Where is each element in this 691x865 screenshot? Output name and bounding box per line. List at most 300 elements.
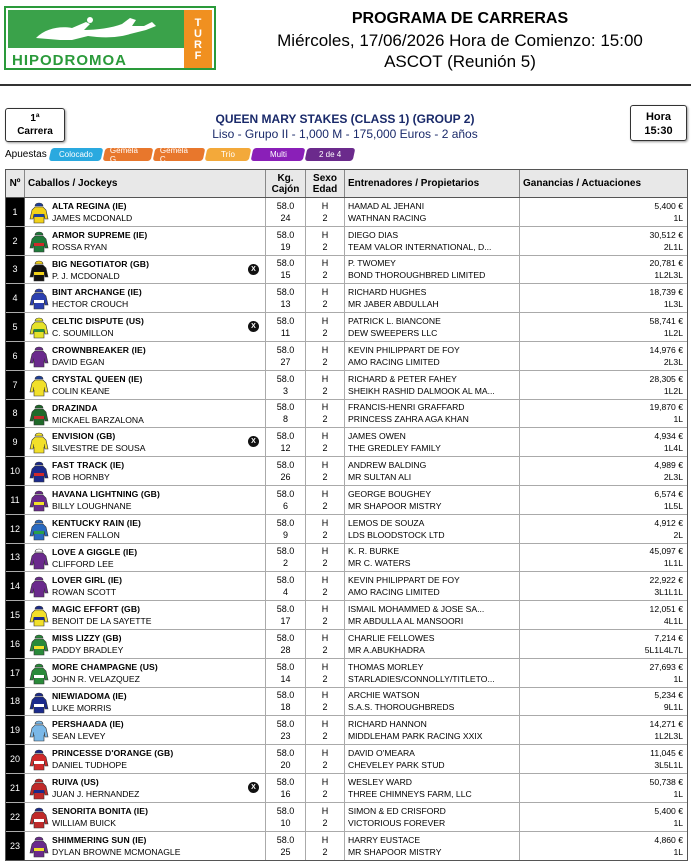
horse-name[interactable]: PRINCESSE D'ORANGE (GB) [52,748,174,759]
age: 2 [322,212,328,223]
weight-draw-cell [266,284,306,312]
earnings-form-cell [520,544,687,572]
weight: 58.0 [276,776,295,787]
bet-badge-label: Gemela G [109,145,138,163]
horse-jockey-cell [25,745,266,773]
form: 1L [673,817,683,828]
draw: 18 [280,702,291,713]
horse-name[interactable]: DRAZINDA [52,402,98,413]
horse-jockey-cell [25,688,266,716]
earnings: 45,097 € [649,546,683,557]
weight: 58.0 [276,316,295,327]
owner-name: S.A.S. THOROUGHBREDS [348,702,455,713]
draw: 3 [282,385,288,396]
runner-number: 8 [6,400,25,428]
weight-draw-cell [266,716,306,744]
owner-name: MR SULTAN ALI [348,472,412,483]
sex-age-cell [306,400,345,428]
age: 2 [322,414,328,425]
weight: 58.0 [276,834,295,845]
sex: H [321,661,329,672]
weight: 58.0 [276,287,295,298]
sex: H [321,258,329,269]
jockey-name: DANIEL TUDHOPE [52,760,127,771]
sex: H [321,546,329,557]
horse-name[interactable]: SHIMMERING SUN (IE) [52,834,147,845]
earnings: 4,989 € [654,460,683,471]
trainer-name: P. TWOMEY [348,258,396,269]
trainer-owner-cell [345,716,520,744]
runner-number: 1 [6,198,25,226]
draw: 27 [280,356,291,367]
draw: 28 [280,644,291,655]
draw: 16 [280,788,291,799]
earnings: 50,738 € [649,776,683,787]
weight-draw-cell [266,745,306,773]
sex-age-cell [306,457,345,485]
table-row[interactable] [6,342,687,371]
logo-wordmark: HIPODROMOA [12,52,127,69]
horse-jockey-cell [25,803,266,831]
owner-name: MR SHAPOOR MISTRY [348,500,442,511]
runner-number: 12 [6,515,25,543]
horse-name[interactable]: CRYSTAL QUEEN (IE) [52,373,143,384]
trainer-name: GEORGE BOUGHEY [348,488,432,499]
weight: 58.0 [276,546,295,557]
bet-badge-label: Colocado [58,149,93,159]
age: 2 [322,299,328,310]
runner-number: 11 [6,486,25,514]
table-row[interactable] [6,630,687,659]
earnings: 5,400 € [654,200,683,211]
jockey-name: SEAN LEVEY [52,731,106,742]
earnings: 14,271 € [649,719,683,730]
earnings: 6,574 € [654,488,683,499]
horse-name[interactable]: MAGIC EFFORT (GB) [52,604,141,615]
draw: 24 [280,212,291,223]
age: 2 [322,356,328,367]
table-row[interactable] [6,659,687,688]
col-horse-jockey: Caballos / Jockeys [25,170,266,197]
trainer-owner-cell [345,688,520,716]
form: 1L2L3L [654,731,683,742]
weight: 58.0 [276,200,295,211]
trainer-owner-cell [345,832,520,861]
runner-number: 20 [6,745,25,773]
draw: 25 [280,846,291,857]
horse-jockey-cell [25,256,266,284]
horse-jockey-cell [25,198,266,226]
col-number: Nº [6,170,25,197]
jockey-silk-icon [29,201,49,224]
form: 2L1L [663,241,683,252]
sex: H [321,287,329,298]
age: 2 [322,616,328,627]
program-date: Miércoles, 17/06/2026 Hora de Comienzo: 15:00 [277,31,643,50]
sex-age-cell [306,572,345,600]
trainer-name: WESLEY WARD [348,776,412,787]
earnings: 20,781 € [649,258,683,269]
table-row[interactable] [6,572,687,601]
runner-number: 2 [6,227,25,255]
horse-name[interactable]: HAVANA LIGHTNING (GB) [52,488,160,499]
jockey-silk-icon [29,547,49,570]
weight-draw-cell [266,832,306,861]
draw: 8 [282,414,288,425]
sex: H [321,575,329,586]
runners-table [5,169,688,861]
jockey-name: HECTOR CROUCH [52,299,129,310]
sex-age-cell [306,486,345,514]
earnings: 22,922 € [649,575,683,586]
table-row[interactable] [6,832,687,861]
form: 1L1L [663,558,683,569]
horse-name[interactable]: CROWNBREAKER (IE) [52,344,146,355]
form: 1L4L [663,443,683,454]
earnings: 14,976 € [649,344,683,355]
horse-jockey-cell [25,342,266,370]
jockey-silk-icon [29,662,49,685]
age: 2 [322,644,328,655]
trainer-owner-cell [345,198,520,226]
jockey-silk-icon [29,835,49,858]
horse-name[interactable]: SENORITA BONITA (IE) [52,805,149,816]
bet-types [5,147,356,161]
runner-number: 18 [6,688,25,716]
horse-jockey-cell [25,428,266,456]
jockey-silk-icon [29,719,49,742]
trainer-owner-cell [345,572,520,600]
runner-number: 10 [6,457,25,485]
earnings: 4,934 € [654,431,683,442]
draw: 6 [282,500,288,511]
table-row[interactable] [6,515,687,544]
trainer-name: DIEGO DIAS [348,229,399,240]
jockey-silk-icon [29,489,49,512]
draw: 12 [280,443,291,454]
weight: 58.0 [276,344,295,355]
weight-draw-cell [266,400,306,428]
weight-draw-cell [266,486,306,514]
jockey-silk-icon [29,604,49,627]
draw: 11 [280,328,291,339]
trainer-owner-cell [345,342,520,370]
weight: 58.0 [276,805,295,816]
weight-draw-cell [266,428,306,456]
race-time-label: Hora [645,111,672,123]
trainer-owner-cell [345,256,520,284]
weight-draw-cell [266,198,306,226]
table-row[interactable] [6,198,687,227]
weight-draw-cell [266,630,306,658]
earnings-form-cell [520,774,687,802]
trainer-name: LEMOS DE SOUZA [348,517,425,528]
form: 1L [673,788,683,799]
sex-age-cell [306,688,345,716]
earnings: 58,741 € [649,316,683,327]
weight-draw-cell [266,544,306,572]
jockey-name: WILLIAM BUICK [52,817,116,828]
earnings: 4,860 € [654,834,683,845]
horse-name[interactable]: CELTIC DISPUTE (US) [52,316,144,327]
table-row[interactable] [6,716,687,745]
race-time: 15:30 [644,125,673,137]
form: 1L [673,673,683,684]
earnings-form-cell [520,601,687,629]
horse-name[interactable]: ENVISION (GB) [52,431,116,442]
trainer-owner-cell [345,659,520,687]
bet-badge [304,148,355,161]
jockey-name: MICKAEL BARZALONA [52,414,144,425]
earnings-form-cell [520,803,687,831]
sex-age-cell [306,256,345,284]
horse-name[interactable]: RUIVA (US) [52,776,99,787]
earnings: 18,739 € [649,287,683,298]
earnings-form-cell [520,659,687,687]
earnings: 7,214 € [654,632,683,643]
trainer-name: ARCHIE WATSON [348,690,420,701]
horse-jockey-cell [25,659,266,687]
horse-name[interactable]: LOVE A GIGGLE (IE) [52,546,138,557]
horse-name[interactable]: FAST TRACK (IE) [52,460,125,471]
weight: 58.0 [276,632,295,643]
trainer-name: PATRICK L. BIANCONE [348,316,441,327]
earnings-form-cell [520,198,687,226]
bet-badge-label: Gemela C. [159,145,188,163]
horse-name[interactable]: MORE CHAMPAGNE (US) [52,661,158,672]
bet-badges [50,145,356,163]
table-row[interactable] [6,313,687,342]
horse-jockey-cell [25,832,266,861]
table-row[interactable] [6,688,687,717]
age: 2 [322,846,328,857]
trainer-owner-cell [345,515,520,543]
horse-jockey-cell [25,630,266,658]
age: 2 [322,558,328,569]
sex-age-cell [306,832,345,861]
trainer-owner-cell [345,745,520,773]
bet-badge [204,148,251,161]
race-number: 1ª [30,113,40,124]
owner-name: TEAM VALOR INTERNATIONAL, D... [348,241,492,252]
col-trainer-owner: Entrenadores / Propietarios [345,170,520,197]
runner-number: 21 [6,774,25,802]
age: 2 [322,443,328,454]
owner-name: BOND THOROUGHBRED LIMITED [348,270,486,281]
earnings-form-cell [520,313,687,341]
age: 2 [322,817,328,828]
earnings: 28,305 € [649,373,683,384]
horse-name[interactable]: KENTUCKY RAIN (IE) [52,517,142,528]
sex: H [321,316,329,327]
trainer-name: ISMAIL MOHAMMED & JOSE SA... [348,604,485,615]
horse-name[interactable]: LOVER GIRL (IE) [52,575,123,586]
earnings-form-cell [520,428,687,456]
trainer-owner-cell [345,457,520,485]
trainer-name: ANDREW BALDING [348,460,427,471]
owner-name: MR SHAPOOR MISTRY [348,846,442,857]
weight: 58.0 [276,402,295,413]
draw: 17 [280,616,291,627]
table-row[interactable] [6,371,687,400]
horse-jockey-cell [25,544,266,572]
weight: 58.0 [276,460,295,471]
sex: H [321,719,329,730]
horse-name[interactable]: MISS LIZZY (GB) [52,632,122,643]
jockey-name: PADDY BRADLEY [52,644,124,655]
jockey-name: COLIN KEANE [52,385,110,396]
earnings: 27,693 € [649,661,683,672]
jockey-name: JAMES MCDONALD [52,213,133,223]
earnings-form-cell [520,832,687,861]
table-row[interactable] [6,745,687,774]
horse-name[interactable]: ALTA REGINA (IE) [52,201,127,211]
trainer-name: FRANCIS-HENRI GRAFFARD [348,402,465,413]
age: 2 [322,587,328,598]
horse-name[interactable]: BIG NEGOTIATOR (GB) [52,258,150,269]
weight-draw-cell [266,342,306,370]
sex-age-cell [306,313,345,341]
weight: 58.0 [276,661,295,672]
jockey-silk-icon [29,691,49,714]
jockey-silk-icon [29,259,49,282]
horse-jockey-cell [25,400,266,428]
jockey-silk-icon [29,460,49,483]
form: 2L3L [663,356,683,367]
sex-age-cell [306,659,345,687]
owner-name: MR A.ABUKHADRA [348,644,425,655]
hipodromoa-logo[interactable] [4,6,216,70]
weight-draw-cell [266,313,306,341]
weight-draw-cell [266,371,306,399]
col-earnings-form: Ganancias / Actuaciones [523,178,642,189]
logo-turf-text: TURF [192,17,204,61]
table-row[interactable] [6,486,687,515]
trainer-name: DAVID O'MEARA [348,748,415,759]
sex-age-cell [306,342,345,370]
runner-number: 9 [6,428,25,456]
owner-name: DEW SWEEPERS LLC [348,328,438,339]
table-row[interactable] [6,544,687,573]
horse-jockey-cell [25,313,266,341]
trainer-owner-cell [345,774,520,802]
owner-name: MIDDLEHAM PARK RACING XXIX [348,731,483,742]
earnings-form-cell [520,400,687,428]
owner-name: AMO RACING LIMITED [348,587,440,598]
earnings-form-cell [520,515,687,543]
horse-name[interactable]: PERSHAADA (IE) [52,719,124,730]
jockey-silk-icon [29,748,49,771]
weight: 58.0 [276,517,295,528]
weight: 58.0 [276,690,295,701]
sex: H [321,834,329,845]
trainer-name: RICHARD HANNON [348,719,427,730]
earnings-form-cell [520,572,687,600]
sex-age-cell [306,803,345,831]
weight-draw-cell [266,803,306,831]
trainer-name: JAMES OWEN [348,431,406,442]
table-row[interactable] [6,457,687,486]
age: 2 [322,788,328,799]
earnings-form-cell [520,486,687,514]
jockey-name: BILLY LOUGHNANE [52,500,132,511]
weight: 58.0 [276,373,295,384]
weight: 58.0 [276,575,295,586]
weight: 58.0 [276,229,295,240]
horse-name[interactable]: BINT ARCHANGE (IE) [52,287,142,298]
bet-badge-label: 2 de 4 [318,149,341,159]
trainer-owner-cell [345,313,520,341]
table-row[interactable] [6,284,687,313]
table-row[interactable] [6,400,687,429]
table-row[interactable] [6,227,687,256]
jockey-silk-icon [29,374,49,397]
blinkers-badge: X [248,264,259,275]
draw: 14 [280,673,291,684]
trainer-name: RICHARD & PETER FAHEY [348,373,457,384]
table-row[interactable] [6,601,687,630]
sex: H [321,690,329,701]
table-row[interactable] [6,803,687,832]
trainer-owner-cell [345,428,520,456]
earnings: 11,045 € [650,748,683,759]
draw: 10 [280,817,291,828]
jockey-silk-icon [29,287,49,310]
runner-number: 5 [6,313,25,341]
draw: 19 [280,241,291,252]
form: 4L1L [663,616,683,627]
table-row[interactable] [6,774,687,803]
trainer-name: CHARLIE FELLOWES [348,632,435,643]
horse-name[interactable]: ARMOR SUPREME (IE) [52,229,148,240]
bet-badge [152,145,205,163]
sex-age-cell [306,428,345,456]
form: 3L1L1L [654,587,683,598]
earnings: 5,234 € [654,690,683,701]
age: 2 [322,673,328,684]
sex-age-cell [306,284,345,312]
sex: H [321,517,329,528]
runner-number: 13 [6,544,25,572]
weight-draw-cell [266,515,306,543]
owner-name: VICTORIOUS FOREVER [348,817,446,828]
earnings: 19,870 € [649,402,683,413]
sex-age-cell [306,630,345,658]
horse-jockey-cell [25,572,266,600]
age: 2 [322,500,328,511]
table-row[interactable] [6,428,687,457]
draw: 20 [280,760,291,771]
sex: H [321,604,329,615]
weight-draw-cell [266,774,306,802]
jockey-name: DAVID EGAN [52,356,105,367]
horse-jockey-cell [25,284,266,312]
jockey-silk-icon [29,518,49,541]
sex: H [321,431,329,442]
table-row[interactable] [6,256,687,285]
form: 1L2L [663,328,683,339]
weight-draw-cell [266,457,306,485]
age: 2 [322,270,328,281]
age: 2 [322,385,328,396]
weight: 58.0 [276,604,295,615]
jockey-name: JOHN R. VELAZQUEZ [52,673,140,684]
sex-age-cell [306,371,345,399]
sex-age-cell [306,227,345,255]
horse-name[interactable]: NIEWIADOMA (IE) [52,690,127,701]
earnings-form-cell [520,688,687,716]
trainer-owner-cell [345,400,520,428]
